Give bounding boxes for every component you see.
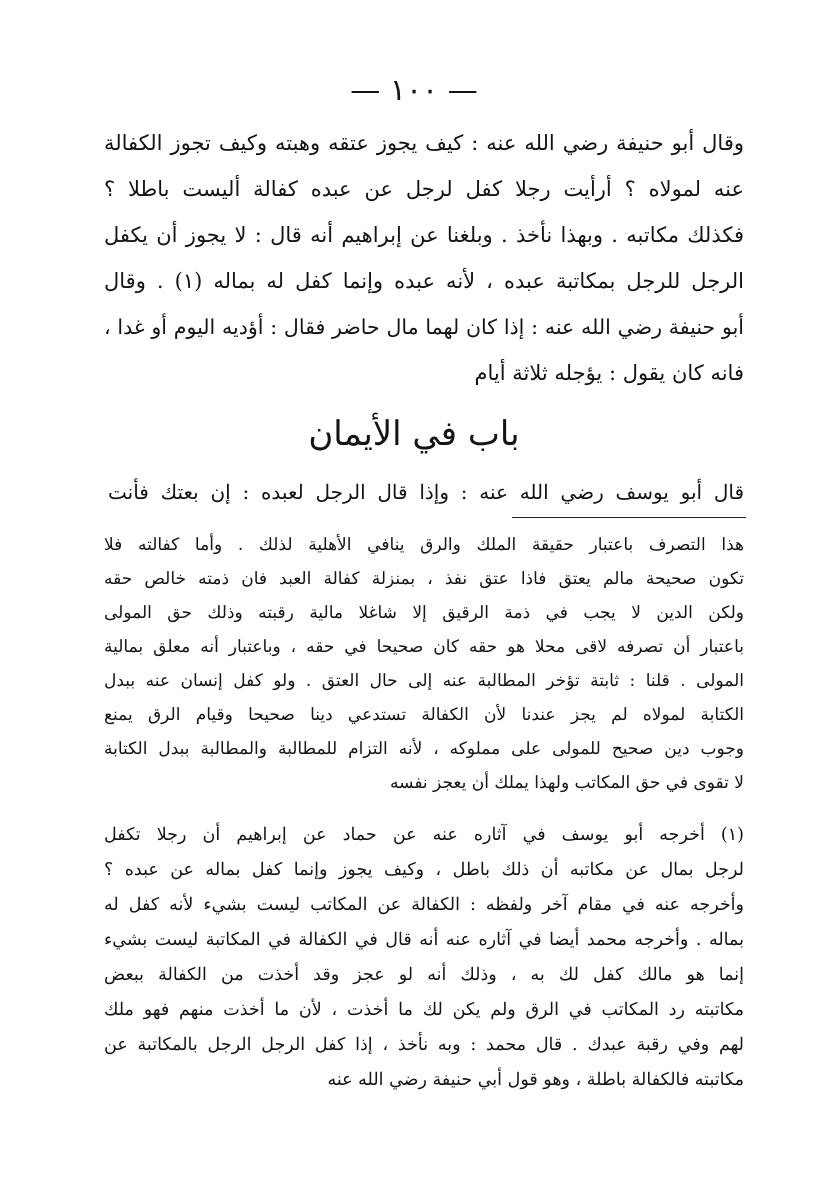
footnote [104, 818, 744, 1098]
commentary-line: الكتابة لمولاه لم يجز عندنا لأن الكفالة تستدعي دينا صحيحا وقيام الرق يمنع [104, 705, 744, 725]
footnote-line: إنما هو مالك كفل لك به ، وذلك أنه لو عجز وقد أخذت من الكفالة ببعض [104, 965, 744, 985]
text-line: أبو حنيفة رضي الله عنه : إذا كان لهما مال حاضر فقال : أؤديه اليوم أو غدا ، [104, 315, 744, 339]
text-line: فانه كان يقول : يؤجله ثلاثة أيام [474, 361, 744, 385]
text-line: وقال أبو حنيفة رضي الله عنه : كيف يجوز عتقه وهبته وكيف تجوز الكفالة [104, 131, 744, 155]
commentary-line: ولكن الدين لا يجب في ذمة الرقيق إلا شاغلا مالية رقبته وذلك حق المولى [104, 603, 744, 623]
footnote-line: (١) أخرجه أبو يوسف في آثاره عنه عن حماد عن إبراهيم أن رجلا تكفل [104, 825, 744, 845]
footnote-line: لهم وفي رقبة عبدك . قال محمد : وبه نأخذ ، إذا كفل الرجل الرجل بالمكاتبة عن [104, 1035, 744, 1055]
section-intro [108, 470, 744, 514]
footnote-line: مكاتبته فالكفالة باطلة ، وهو قول أبي حنيفة رضي الله عنه [327, 1070, 744, 1090]
footnote-line: مكاتبته رد المكاتب في الرق ولم يكن لك ما أخذت ، لأن ما أخذت منهم فهو ملك [104, 1000, 744, 1020]
commentary-line: لا تقوى في حق المكاتب ولهذا يملك أن يعجز نفسه [390, 773, 744, 793]
separator-rule [512, 517, 746, 518]
footnote-line: بماله . وأخرجه محمد أيضا في آثاره عنه أنه قال في الكفالة في المكاتبة ليست بشيء [104, 930, 744, 950]
commentary-line: باعتبار أن تصرفه لاقى محلا هو حقه كان صحيحا في حقه ، وباعتبار أنه معلق بمالية [104, 637, 744, 657]
text-line: فكذلك مكاتبه . وبهذا نأخذ . وبلغنا عن إبراهيم أنه قال : لا يجوز أن يكفل [104, 223, 744, 247]
commentary-line: تكون صحيحة مالم يعتق فاذا عتق نفذ ، بمنزلة كفالة العبد فان ذمته خالص حقه [104, 569, 744, 589]
commentary-line: هذا التصرف باعتبار حقيقة الملك والرق ينافي الأهلية لذلك . وأما كفالته فلا [104, 535, 744, 555]
page-number: — ١٠٠ — [350, 73, 478, 108]
text-line: عنه لمولاه ؟ أرأيت رجلا كفل لرجل عن عبده كفالة أليست باطلا ؟ [104, 177, 744, 201]
commentary-text [104, 528, 744, 800]
footnote-line: وأخرجه عنه في مقام آخر ولفظه : الكفالة عن المكاتب ليست بشيء لأنه كفل له [104, 895, 744, 915]
commentary-line: المولى . قلنا : ثابتة تؤخر المطالبة عنه إلى حال العتق . ولو كفل إنسان عنه ببدل [104, 671, 744, 691]
text-line: الرجل للرجل بمكاتبة عبده ، لأنه عبده وإنما كفل له بماله (١) . وقال [104, 269, 744, 293]
text-line: قال أبو يوسف رضي الله عنه : وإذا قال الرجل لعبده : إن بعتك فأنت [108, 480, 744, 504]
section-heading: باب في الأيمان [308, 414, 520, 454]
main-text [104, 120, 744, 396]
footnote-line: لرجل بمال عن مكاتبه أن ذلك باطل ، وكيف يجوز وإنما كفل بماله عن عبده ؟ [104, 860, 744, 880]
commentary-line: وجوب دين صحيح للمولى على مملوكه ، لأنه التزام للمطالبة والمطالبة ببدل الكتابة [104, 739, 744, 759]
